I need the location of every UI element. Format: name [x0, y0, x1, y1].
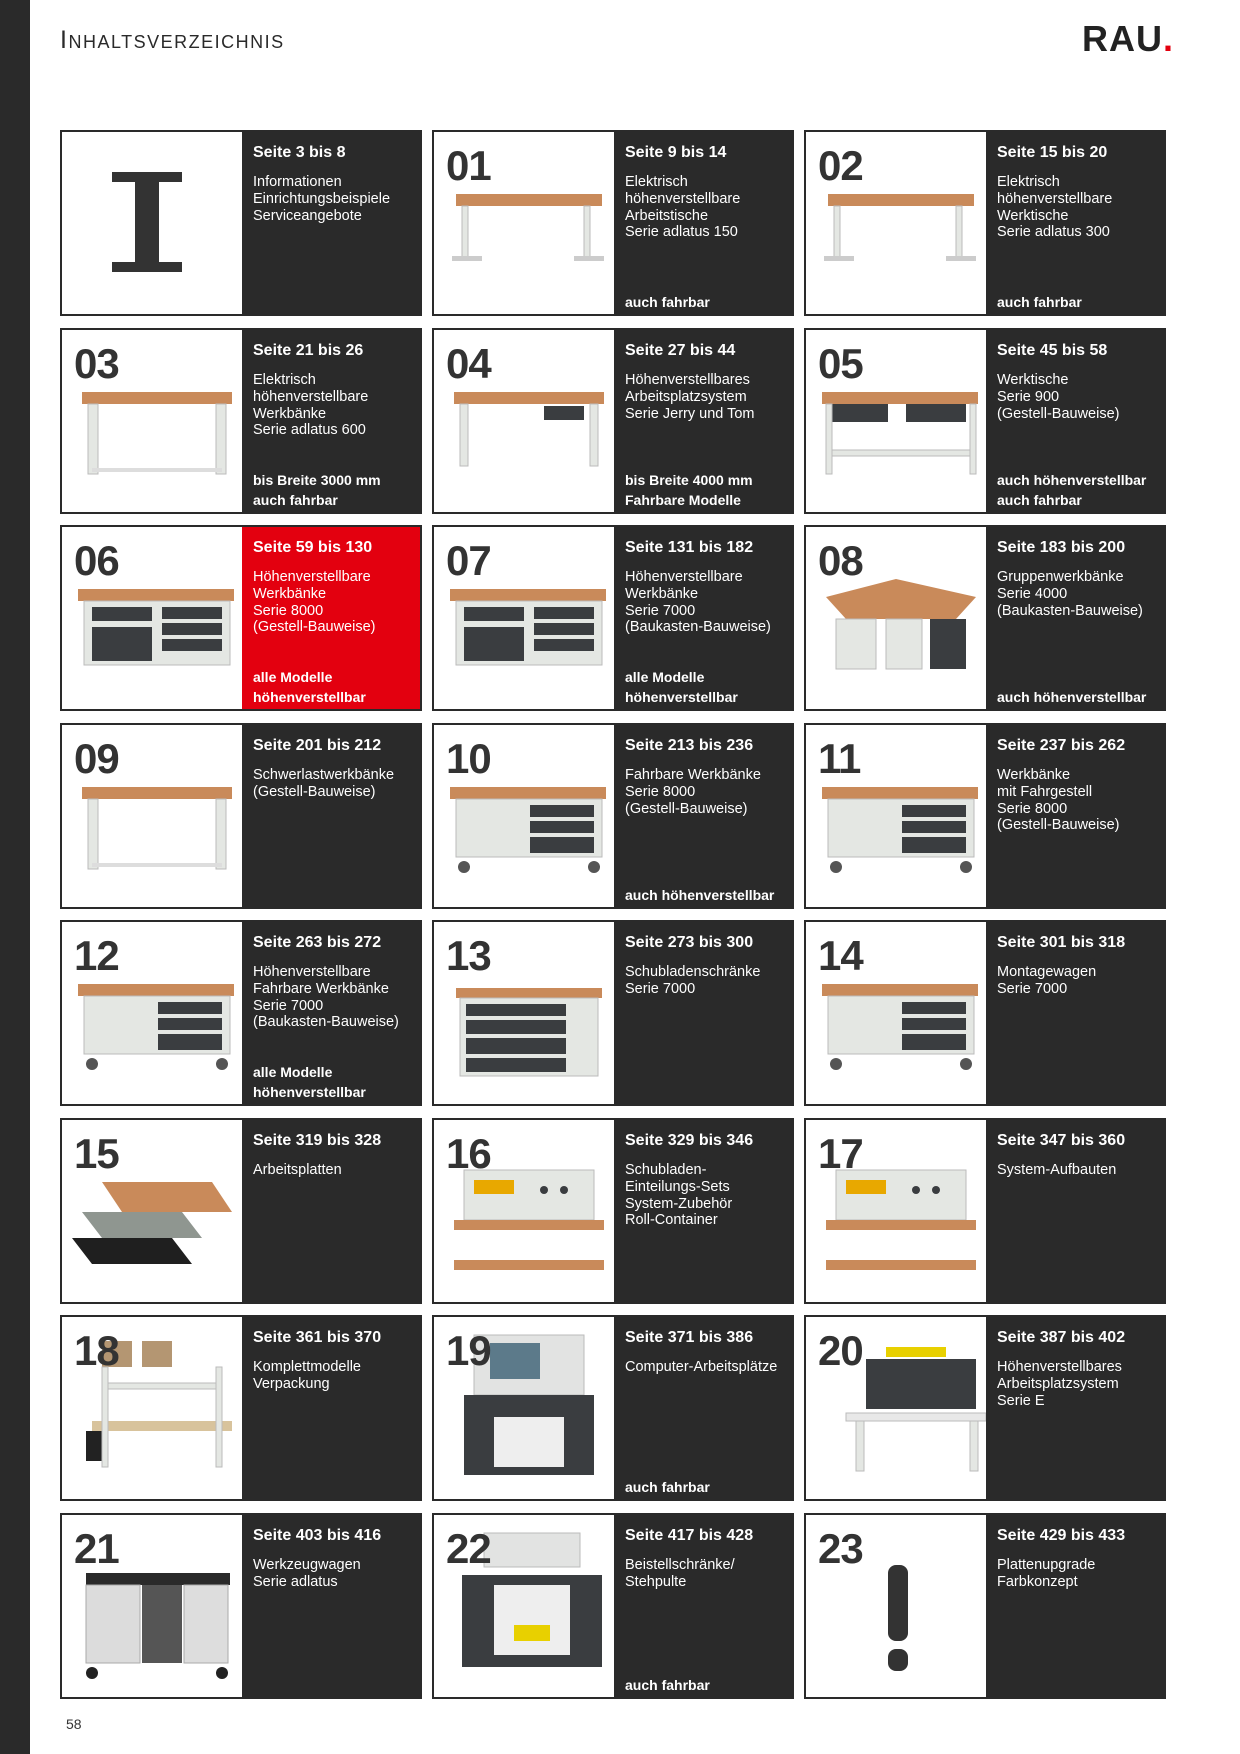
chapter-pages: Seite 9 bis 14: [625, 144, 727, 161]
toc-card[interactable]: [60, 525, 422, 711]
chapter-note: auch fahrbar: [997, 294, 1082, 310]
chapter-info-panel: [986, 330, 1164, 512]
chapter-number: 15: [74, 1130, 119, 1177]
chapter-pages: Seite 59 bis 130: [253, 539, 373, 556]
chapter-number: 12: [74, 932, 119, 979]
toc-card[interactable]: [804, 328, 1166, 514]
chapter-description: Höhenverstellbares Arbeitsplatzsystem Serie E: [997, 1359, 1122, 1409]
chapter-info-panel: [614, 1317, 792, 1499]
chapter-pages: Seite 131 bis 182: [625, 539, 754, 556]
chapter-description: Höhenverstellbare Fahrbare Werkbänke Serie 7000 (Baukasten-Bauweise): [253, 964, 399, 1031]
chapter-number: 06: [74, 537, 119, 584]
product-image: [62, 1120, 242, 1302]
product-image: [434, 330, 614, 512]
chapter-note: alle Modelle höhenverstellbar: [625, 669, 738, 705]
product-image: [806, 1317, 986, 1499]
chapter-info-panel: [614, 330, 792, 512]
chapter-description: Schubladenschränke Serie 7000: [625, 964, 761, 997]
chapter-pages: Seite 263 bis 272: [253, 934, 382, 951]
chapter-number: 01: [446, 142, 491, 189]
toc-card[interactable]: [432, 328, 794, 514]
chapter-info-panel: [614, 922, 792, 1104]
chapter-info-panel: [242, 1317, 420, 1499]
chapter-pages: Seite 371 bis 386: [625, 1329, 754, 1346]
chapter-description: Beistellschränke/ Stehpulte: [625, 1557, 735, 1590]
chapter-description: Werkbänke mit Fahrgestell Serie 8000 (Gestell-Bauweise): [997, 767, 1120, 834]
toc-card[interactable]: [804, 130, 1166, 316]
chapter-note: auch fahrbar: [625, 1479, 710, 1495]
chapter-pages: Seite 183 bis 200: [997, 539, 1126, 556]
chapter-description: Schubladen- Einteilungs-Sets System-Zubehör Roll-Container: [625, 1162, 733, 1229]
chapter-number: 08: [818, 537, 863, 584]
product-image: [806, 725, 986, 907]
toc-card[interactable]: [60, 723, 422, 909]
rau-logo: RAU.: [1082, 18, 1175, 59]
chapter-pages: Seite 361 bis 370: [253, 1329, 382, 1346]
chapter-description: Informationen Einrichtungsbeispiele Serviceangebote: [253, 174, 391, 224]
chapter-note: auch fahrbar: [625, 1677, 710, 1693]
chapter-pages: Seite 347 bis 360: [997, 1132, 1126, 1149]
chapter-number: 05: [818, 340, 863, 387]
chapter-info-panel: [986, 527, 1164, 709]
product-image: [434, 132, 614, 314]
chapter-info-panel: [614, 725, 792, 907]
chapter-number: 21: [74, 1525, 119, 1572]
chapter-note: auch höhenverstellbar: [997, 689, 1147, 705]
toc-card[interactable]: [432, 130, 794, 316]
toc-card[interactable]: [804, 1513, 1166, 1699]
toc-card[interactable]: [432, 920, 794, 1106]
product-image: [62, 1317, 242, 1499]
chapter-info-panel: [614, 1120, 792, 1302]
chapter-description: Komplettmodelle Verpackung: [253, 1359, 361, 1392]
product-image: [434, 1515, 614, 1697]
chapter-description: Schwerlastwerkbänke (Gestell-Bauweise): [253, 767, 395, 800]
product-image: [62, 1515, 242, 1697]
chapter-pages: Seite 429 bis 433: [997, 1527, 1126, 1544]
chapter-number: 04: [446, 340, 491, 387]
toc-card[interactable]: [60, 130, 422, 316]
page-spine: [0, 0, 30, 1754]
chapter-pages: Seite 319 bis 328: [253, 1132, 382, 1149]
chapter-info-panel: [242, 132, 420, 314]
chapter-description: Plattenupgrade Farbkonzept: [997, 1557, 1096, 1590]
toc-card[interactable]: [60, 1118, 422, 1304]
toc-card[interactable]: [432, 1315, 794, 1501]
toc-card[interactable]: [804, 920, 1166, 1106]
chapter-description: Höhenverstellbare Werkbänke Serie 7000 (Baukasten-Bauweise): [625, 569, 771, 636]
chapter-note: bis Breite 3000 mm auch fahrbar: [253, 472, 381, 508]
chapter-note: alle Modelle höhenverstellbar: [253, 1064, 366, 1100]
chapter-pages: Seite 273 bis 300: [625, 934, 754, 951]
product-image: [62, 132, 242, 314]
chapter-description: Elektrisch höhenverstellbare Arbeitstische Serie adlatus 150: [625, 174, 741, 241]
toc-card[interactable]: [432, 723, 794, 909]
chapter-number: 11: [818, 735, 861, 782]
chapter-number: 22: [446, 1525, 491, 1572]
chapter-info-panel: [242, 527, 420, 709]
chapter-info-panel: [986, 1120, 1164, 1302]
chapter-number: 07: [446, 537, 491, 584]
chapter-info-panel: [242, 922, 420, 1104]
product-image: [806, 527, 986, 709]
toc-card[interactable]: [432, 525, 794, 711]
chapter-info-panel: [986, 1317, 1164, 1499]
chapter-number: 17: [818, 1130, 863, 1177]
product-image: [434, 527, 614, 709]
toc-card[interactable]: [60, 920, 422, 1106]
chapter-number: 02: [818, 142, 863, 189]
chapter-number: 16: [446, 1130, 491, 1177]
page-number: 58: [66, 1716, 82, 1732]
toc-card[interactable]: [60, 1315, 422, 1501]
chapter-pages: Seite 301 bis 318: [997, 934, 1126, 951]
product-image: [806, 330, 986, 512]
product-image: [434, 1317, 614, 1499]
product-image: [806, 1515, 986, 1697]
chapter-description: Elektrisch höhenverstellbare Werkbänke Serie adlatus 600: [253, 372, 369, 439]
chapter-description: Montagewagen Serie 7000: [997, 964, 1097, 997]
chapter-description: Elektrisch höhenverstellbare Werktische Serie adlatus 300: [997, 174, 1113, 241]
chapter-description: Höhenverstellbare Werkbänke Serie 8000 (Gestell-Bauweise): [253, 569, 376, 636]
chapter-number: 09: [74, 735, 119, 782]
chapter-description: Werktische Serie 900 (Gestell-Bauweise): [997, 372, 1120, 422]
chapter-pages: Seite 237 bis 262: [997, 737, 1126, 754]
chapter-info-panel: [986, 1515, 1164, 1697]
chapter-number: 14: [818, 932, 863, 979]
chapter-number: 03: [74, 340, 119, 387]
chapter-description: Fahrbare Werkbänke Serie 8000 (Gestell-Bauweise): [625, 767, 761, 817]
chapter-info-panel: [614, 132, 792, 314]
chapter-number: 13: [446, 932, 491, 979]
chapter-pages: Seite 417 bis 428: [625, 1527, 754, 1544]
chapter-description: Gruppenwerkbänke Serie 4000 (Baukasten-Bauweise): [997, 569, 1143, 619]
chapter-pages: Seite 213 bis 236: [625, 737, 754, 754]
product-image: [62, 922, 242, 1104]
chapter-info-panel: [242, 725, 420, 907]
chapter-description: Höhenverstellbares Arbeitsplatzsystem Serie Jerry und Tom: [625, 372, 755, 422]
chapter-info-panel: [614, 527, 792, 709]
chapter-number: 18: [74, 1327, 119, 1374]
chapter-note: auch fahrbar: [625, 294, 710, 310]
chapter-pages: Seite 15 bis 20: [997, 144, 1108, 161]
chapter-description: Arbeitsplatten: [253, 1162, 342, 1178]
chapter-info-panel: [986, 922, 1164, 1104]
toc-card[interactable]: [804, 525, 1166, 711]
chapter-description: System-Aufbauten: [997, 1162, 1117, 1178]
toc-card[interactable]: [432, 1513, 794, 1699]
chapter-number: 20: [818, 1327, 863, 1374]
chapter-pages: Seite 403 bis 416: [253, 1527, 382, 1544]
chapter-info-panel: [986, 132, 1164, 314]
toc-card[interactable]: [432, 1118, 794, 1304]
chapter-number: 19: [446, 1327, 491, 1374]
chapter-pages: Seite 329 bis 346: [625, 1132, 754, 1149]
chapter-pages: Seite 387 bis 402: [997, 1329, 1126, 1346]
product-image: [62, 725, 242, 907]
chapter-info-panel: [614, 1515, 792, 1697]
chapter-note: alle Modelle höhenverstellbar: [253, 669, 366, 705]
product-image: [62, 330, 242, 512]
product-image: [806, 922, 986, 1104]
toc-card[interactable]: [804, 1118, 1166, 1304]
chapter-description: Computer-Arbeitsplätze: [625, 1359, 778, 1375]
chapter-info-panel: [242, 1515, 420, 1697]
chapter-pages: Seite 3 bis 8: [253, 144, 346, 161]
chapter-number: 10: [446, 735, 491, 782]
product-image: [806, 1120, 986, 1302]
chapter-info-panel: [986, 725, 1164, 907]
chapter-info-panel: [242, 1120, 420, 1302]
page-title: Inhaltsverzeichnis: [60, 26, 285, 54]
chapter-pages: Seite 45 bis 58: [997, 342, 1108, 359]
product-image: [806, 132, 986, 314]
chapter-note: bis Breite 4000 mm Fahrbare Modelle: [625, 472, 753, 508]
chapter-number: 23: [818, 1525, 863, 1572]
product-image: [434, 922, 614, 1104]
toc-card[interactable]: [60, 1513, 422, 1699]
product-image: [434, 725, 614, 907]
toc-card[interactable]: [804, 723, 1166, 909]
product-image: [434, 1120, 614, 1302]
chapter-pages: Seite 21 bis 26: [253, 342, 364, 359]
toc-card[interactable]: [60, 328, 422, 514]
chapter-note: auch höhenverstellbar auch fahrbar: [997, 472, 1147, 508]
chapter-note: auch höhenverstellbar: [625, 887, 775, 903]
chapter-description: Werkzeugwagen Serie adlatus: [253, 1557, 361, 1590]
product-image: [62, 527, 242, 709]
chapter-info-panel: [242, 330, 420, 512]
chapter-pages: Seite 27 bis 44: [625, 342, 736, 359]
info-letter-icon: [62, 132, 242, 314]
toc-card[interactable]: [804, 1315, 1166, 1501]
chapter-pages: Seite 201 bis 212: [253, 737, 382, 754]
